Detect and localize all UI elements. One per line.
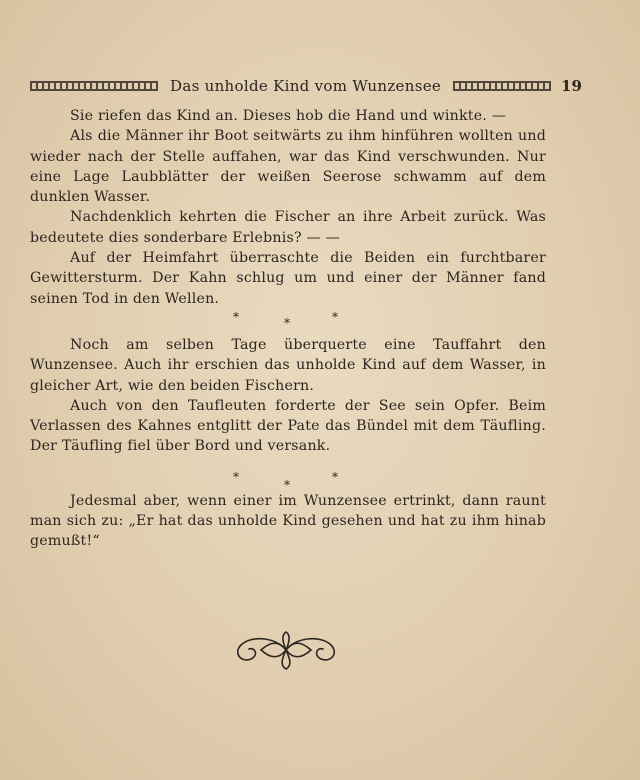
asterisk: * <box>233 309 240 324</box>
paragraph: Nachdenklich kehrten die Fischer an ihre Arbeit zurück. Was bedeutete dies sonderbare Erlebnis? — — <box>30 209 546 246</box>
asterisk: * <box>284 477 291 492</box>
paragraph: Noch am selben Tage überquerte eine Tauffahrt den Wunzensee. Auch ihr erschien das unholde Kind auf dem Wasser, in gleicher Art, wie den beiden Fischern. <box>30 336 546 394</box>
section-separator <box>30 457 546 491</box>
running-title: Das unholde Kind vom Wunzensee <box>170 77 442 95</box>
running-header <box>30 76 582 96</box>
section-separator <box>30 309 546 335</box>
page-number: 19 <box>561 77 582 95</box>
asterisk: * <box>284 315 291 330</box>
greek-key-border-icon <box>453 81 551 91</box>
body-text <box>30 106 546 552</box>
paragraph: Auf der Heimfahrt überraschte die Beiden ein furchtbarer Gewittersturm. Der Kahn schlug um und einer der Männer fand seinen Tod in den Wellen. <box>30 250 546 307</box>
flourish-ornament-icon <box>231 627 341 673</box>
paragraph: Sie riefen das Kind an. Dieses hob die Hand und winkte. — <box>70 108 507 124</box>
paragraph: Jedesmal aber, wenn einer im Wunzensee ertrinkt, dann raunt man sich zu: „Er hat das unholde Kind gesehen und hat zu ihm hinab gemußt!“ <box>30 492 546 550</box>
asterisk: * <box>332 469 339 484</box>
greek-key-border-icon <box>30 81 158 91</box>
asterisk: * <box>332 309 339 324</box>
asterisk: * <box>233 469 240 484</box>
paragraph: Als die Männer ihr Boot seitwärts zu ihm hinführen wollten und wieder nach der Stelle auffahen, war das Kind verschwunden. Nur eine Lage Laubblätter der weißen Seerose schwamm auf dem dunklen Wasser. <box>30 128 546 206</box>
paragraph: Auch von den Taufleuten forderte der See sein Opfer. Beim Verlassen des Kahnes entglitt der Pate das Bündel mit dem Täufling. Der Täufling fiel über Bord und versank. <box>30 397 546 455</box>
